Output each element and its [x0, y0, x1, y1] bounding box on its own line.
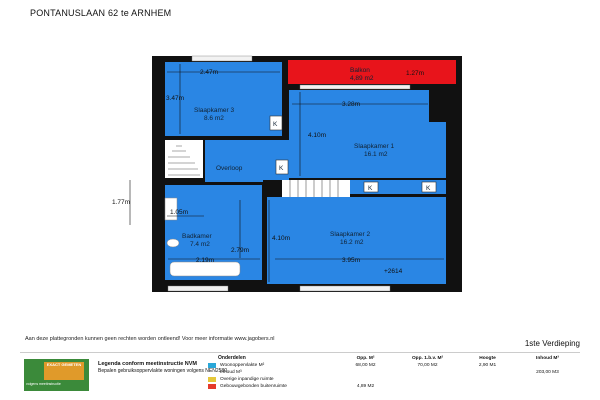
kast-label-3: K	[368, 185, 373, 192]
label-balkon: Balkon	[350, 67, 370, 74]
area-balkon: 4,89 m2	[350, 75, 374, 82]
room-overloop	[205, 140, 263, 182]
stairs-center	[282, 180, 350, 198]
bathtub	[170, 262, 240, 276]
room-slaapkamer-1-nook	[429, 122, 446, 178]
logo-text: EXACT GEMETEN	[44, 362, 84, 380]
dim-328: 3.28m	[342, 101, 361, 108]
legend-col-1bv: Opp. 1.b.v. M² 70,00 M2	[411, 356, 444, 368]
label-overloop: Overloop	[216, 165, 243, 172]
label-badkamer: Badkamer	[182, 233, 212, 240]
legend-col-opp: Opp. M² 68,00 M2 4,89 M2	[355, 356, 376, 389]
legend-panel	[20, 352, 580, 393]
dim-395: 3.95m	[342, 257, 361, 264]
legend-item: Inhoud M³	[220, 370, 242, 375]
dim-347: 3.47m	[166, 95, 185, 102]
dim-410-top: 4.10m	[308, 132, 327, 139]
label-slaapkamer-2: Slaapkamer 2	[330, 231, 371, 238]
legend-item: Gebouwgebonden buitenruimte	[208, 383, 287, 390]
dim-410-bottom: 4.10m	[272, 235, 291, 242]
legend-onderdelen-head: Onderdelen	[218, 355, 246, 361]
dim-177: 1.77m	[112, 199, 131, 206]
dim-2614: +2614	[384, 268, 403, 275]
dim-279: 2.79m	[231, 247, 250, 254]
logo-sub: volgens meetinstructie	[26, 382, 61, 386]
area-badkamer: 7.4 m2	[190, 241, 210, 248]
legend-col-hoogte: Hoogte 2,90 M1	[478, 356, 497, 368]
kast-label-1: K	[273, 121, 278, 128]
legend-item: Woonoppervlakte M²	[208, 362, 287, 369]
legend-col-inhoud: Inhoud M³ 203,00 M3	[536, 356, 559, 375]
label-slaapkamer-3: Slaapkamer 3	[194, 107, 235, 114]
floor-name: 1ste Verdieping	[524, 339, 580, 348]
label-slaapkamer-1: Slaapkamer 1	[354, 143, 395, 150]
area-slaapkamer-1: 16.1 m2	[364, 151, 388, 158]
dim-105: 1.05m	[170, 209, 189, 216]
exact-gemeten-logo	[24, 359, 89, 391]
dim-247: 2.47m	[200, 69, 219, 76]
kast-label-2: K	[279, 165, 284, 172]
disclaimer-text: Aan deze plattegronden kunnen geen rechten worden ontleend! Voor meer informatie www.jagobers.nl	[25, 336, 275, 342]
area-slaapkamer-2: 16.2 m2	[340, 239, 364, 246]
legend-item: Overige inpandige ruimte	[208, 376, 287, 383]
legend-subtitle: Bepalen gebruiksoppervlakte woningen volgens NEN2580	[98, 368, 227, 374]
dim-127: 1.27m	[406, 70, 425, 77]
sink	[167, 239, 179, 247]
legend-items	[208, 355, 287, 390]
dim-219: 2.19m	[196, 257, 215, 264]
legend-title: Legenda conform meetinstructie NVM	[98, 361, 198, 367]
plan-title: PONTANUSLAAN 62 te ARNHEM	[30, 8, 172, 18]
kast-label-4: K	[426, 185, 431, 192]
area-slaapkamer-3: 8.6 m2	[204, 115, 224, 122]
stairs-left	[165, 140, 203, 178]
